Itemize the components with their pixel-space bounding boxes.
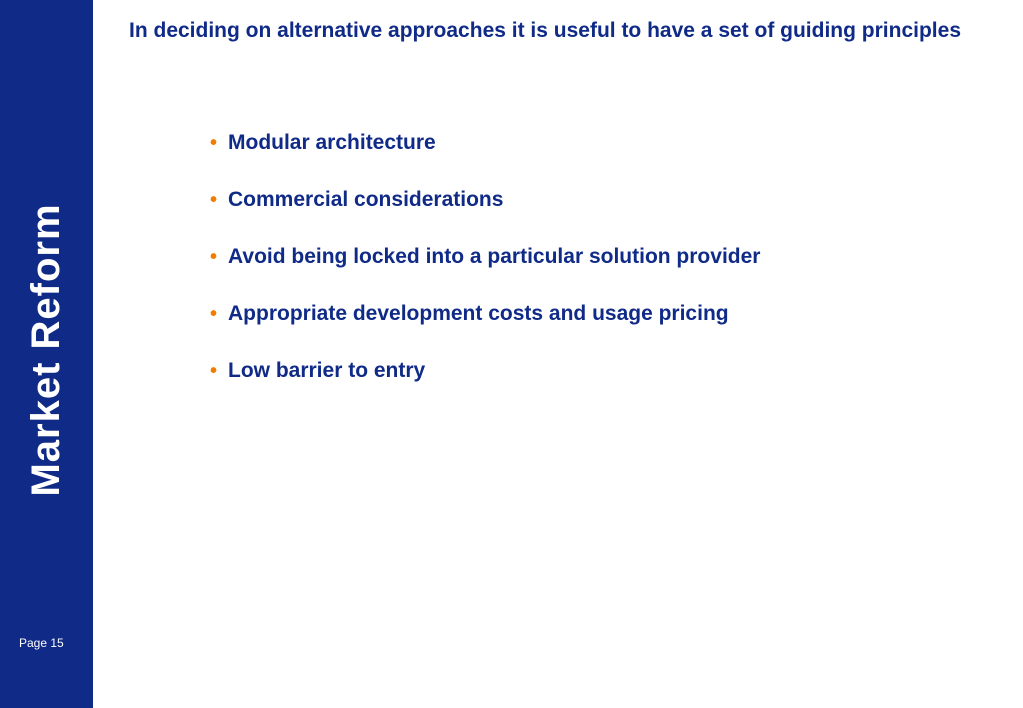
sidebar: [0, 0, 93, 708]
bullet-item-modular-architecture: [210, 128, 760, 185]
bullet-item-low-barrier: [210, 356, 760, 413]
sidebar-title: Market Reform: [24, 203, 68, 497]
bullet-item-avoid-lock-in: [210, 242, 760, 299]
page-number: Page 15: [19, 636, 64, 650]
bullet-list: [210, 128, 760, 413]
bullet-icon: •: [210, 246, 218, 268]
bullet-label: Low barrier to entry: [228, 359, 426, 382]
bullet-item-development-costs: [210, 299, 760, 356]
bullet-label: Appropriate development costs and usage pricing: [228, 302, 729, 325]
bullet-label: Commercial considerations: [228, 188, 504, 211]
bullet-icon: •: [210, 360, 218, 382]
bullet-label: Avoid being locked into a particular solution provider: [228, 245, 761, 268]
bullet-item-commercial-considerations: [210, 185, 760, 242]
bullet-label: Modular architecture: [228, 131, 436, 154]
slide-heading: In deciding on alternative approaches it is useful to have a set of guiding principles: [129, 19, 961, 42]
bullet-icon: •: [210, 132, 218, 154]
bullet-icon: •: [210, 189, 218, 211]
bullet-icon: •: [210, 303, 218, 325]
